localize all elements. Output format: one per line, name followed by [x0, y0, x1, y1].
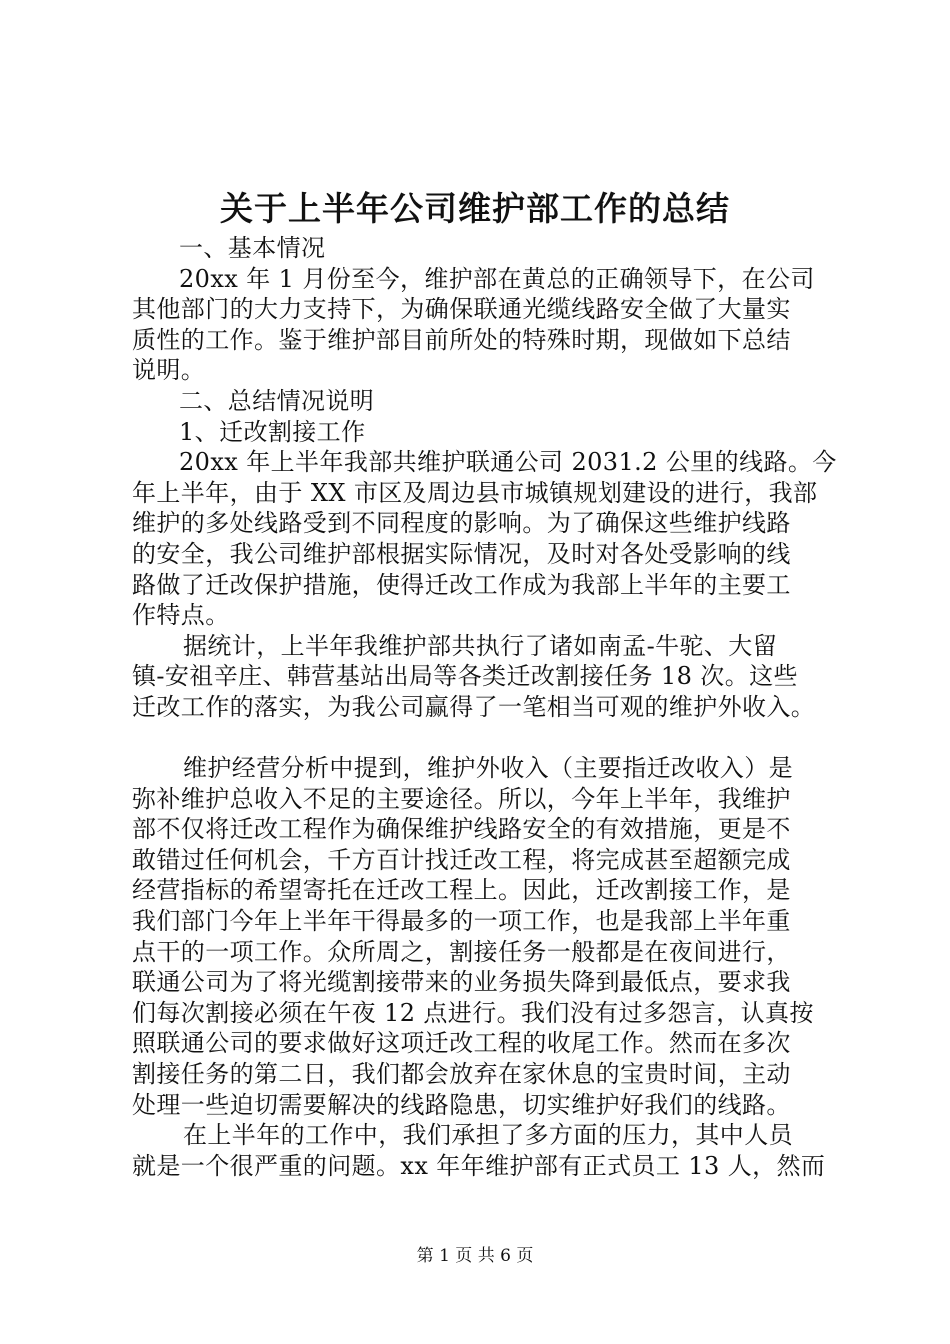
paragraph-line: 割接任务的第二日，我们都会放弃在家休息的宝贵时间，主动 — [132, 1060, 791, 1089]
paragraph-line: 维护经营分析中提到，维护外收入（主要指迁改收入）是 — [183, 754, 793, 783]
paragraph-line: 在上半年的工作中，我们承担了多方面的压力，其中人员 — [183, 1121, 793, 1150]
paragraph-line: 20xx 年 1 月份至今，维护部在黄总的正确领导下，在公司 — [179, 264, 815, 293]
page-number-footer: 第 1 页 共 6 页 — [416, 1246, 534, 1266]
paragraph-line: 作特点。 — [132, 601, 230, 630]
paragraph-line: 说明。 — [132, 356, 206, 385]
paragraph-line: 其他部门的大力支持下，为确保联通光缆线路安全做了大量实 — [132, 295, 791, 324]
paragraph-line: 弥补维护总收入不足的主要途径。所以，今年上半年，我维护 — [132, 784, 791, 813]
paragraph-line: 20xx 年上半年我部共维护联通公司 2031.2 公里的线路。今 — [179, 448, 837, 477]
blank-line — [132, 723, 842, 754]
paragraph-line: 我们部门今年上半年干得最多的一项工作，也是我部上半年重 — [132, 907, 791, 936]
paragraph-line: 的安全，我公司维护部根据实际情况，及时对各处受影响的线 — [132, 539, 791, 568]
paragraph-line: 路做了迁改保护措施，使得迁改工作成为我部上半年的主要工 — [132, 570, 791, 599]
paragraph-line: 联通公司为了将光缆割接带来的业务损失降到最低点，要求我 — [132, 968, 791, 997]
paragraph-line: 处理一些迫切需要解决的线路隐患，切实维护好我们的线路。 — [132, 1090, 791, 1119]
paragraph-line: 就是一个很严重的问题。xx 年年维护部有正式员工 13 人，然而 — [132, 1151, 826, 1180]
paragraph-line: 迁改工作的落实，为我公司赢得了一笔相当可观的维护外收入。 — [132, 692, 816, 721]
paragraph-line: 维护的多处线路受到不同程度的影响。为了确保这些维护线路 — [132, 509, 791, 538]
paragraph-line: 镇-安祖辛庄、韩营基站出局等各类迁改割接任务 18 次。这些 — [132, 662, 798, 691]
document-body — [132, 233, 842, 1181]
subsection-heading: 1、迁改割接工作 — [179, 417, 366, 446]
paragraph-line: 经营指标的希望寄托在迁改工程上。因此，迁改割接工作，是 — [132, 876, 791, 905]
paragraph-line: 们每次割接必须在午夜 12 点进行。我们没有过多怨言，认真按 — [132, 998, 814, 1027]
paragraph-line: 质性的工作。鉴于维护部目前所处的特殊时期，现做如下总结 — [132, 325, 791, 354]
section-heading-basic: 一、基本情况 — [179, 234, 326, 262]
paragraph-line: 敢错过任何机会，千方百计找迁改工程，将完成甚至超额完成 — [132, 845, 791, 874]
paragraph-line: 据统计，上半年我维护部共执行了诸如南孟-牛驼、大留 — [183, 631, 778, 660]
paragraph-line: 部不仅将迁改工程作为确保维护线路安全的有效措施，更是不 — [132, 815, 791, 844]
document-title: 关于上半年公司维护部工作的总结 — [220, 189, 730, 228]
paragraph-line: 年上半年，由于 XX 市区及周边县市城镇规划建设的进行，我部 — [132, 478, 818, 507]
paragraph-line: 点干的一项工作。众所周之，割接任务一般都是在夜间进行， — [132, 937, 791, 966]
paragraph-line: 照联通公司的要求做好这项迁改工程的收尾工作。然而在多次 — [132, 1029, 791, 1058]
section-heading-summary: 二、总结情况说明 — [179, 386, 375, 415]
